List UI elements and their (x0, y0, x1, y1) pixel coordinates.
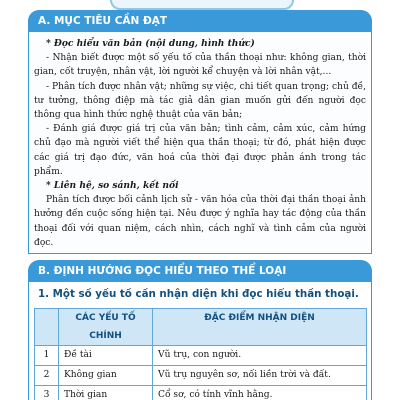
row-feature: Vũ trụ, con người. (153, 346, 367, 366)
goal-paragraph: - Nhận biết được một số yếu tố của thần thoại như: không gian, thời gian, cốt truyện, nhân vật, lời người kể chuyện và lời nhân vật,... (34, 53, 366, 78)
table-row (35, 366, 367, 386)
table-header-feature: ĐẶC ĐIỂM NHẬN DIỆN (153, 309, 367, 346)
learning-goals (34, 37, 366, 249)
table-row (35, 386, 367, 400)
row-element: Không gian (59, 366, 153, 386)
goal-paragraph: - Đánh giá được giá trị của văn bản; tình cảm, cảm xúc, cảm hứng chủ đạo mà người viết thể hiện qua thần thoại; từ đó, phát hiện được các giá trị đạo đức, văn hoá của thời đại được phản ánh trong tác phẩm. (34, 124, 366, 177)
genre-features-table (34, 308, 367, 400)
row-index: 3 (35, 386, 59, 400)
table-row (35, 346, 367, 366)
table-header-row (35, 309, 367, 346)
table-header-element: CÁC YẾU TỐ CHÍNH (59, 309, 153, 346)
goal-heading: * Liên hệ, so sánh, kết nối (46, 180, 179, 192)
row-element: Đề tài (59, 346, 153, 366)
goal-heading: * Đọc hiểu văn bản (nội dung, hình thức) (46, 38, 255, 49)
row-index: 1 (35, 346, 59, 366)
goal-paragraph: Phân tích được bối cảnh lịch sử - văn hóa của thời đại thần thoại ảnh hưởng đến cuộc sống hiện tại. Nêu được ý nghĩa hay tác động của thần thoại đối với quan niệm, cách nhìn, cách nghĩ và tình cảm của người đọc. (34, 195, 366, 248)
table-header-index (35, 309, 59, 346)
row-feature: Cổ sơ, có tính vĩnh hằng. (153, 386, 367, 400)
row-feature: Vũ trụ nguyên sơ, nối liền trời và đất. (153, 366, 367, 386)
top-decoration (110, 0, 294, 10)
section-b-title: B. ĐỊNH HƯỚNG ĐỌC HIỂU THEO THỂ LOẠI (28, 260, 372, 282)
row-element: Thời gian (59, 386, 153, 400)
goal-paragraph: - Phân tích được nhân vật; những sự việc, chi tiết quan trọng; chủ đề, tư tưởng, thông điệp mà tác giả dân gian muốn gửi đến người đọc thông qua hình thức nghệ thuật của văn bản; (34, 81, 366, 121)
section-b-subtitle: 1. Một số yếu tố cần nhận diện khi đọc hiểu thần thoại. (38, 288, 359, 300)
section-a-title: A. MỤC TIÊU CẦN ĐẠT (28, 10, 372, 32)
row-index: 2 (35, 366, 59, 386)
